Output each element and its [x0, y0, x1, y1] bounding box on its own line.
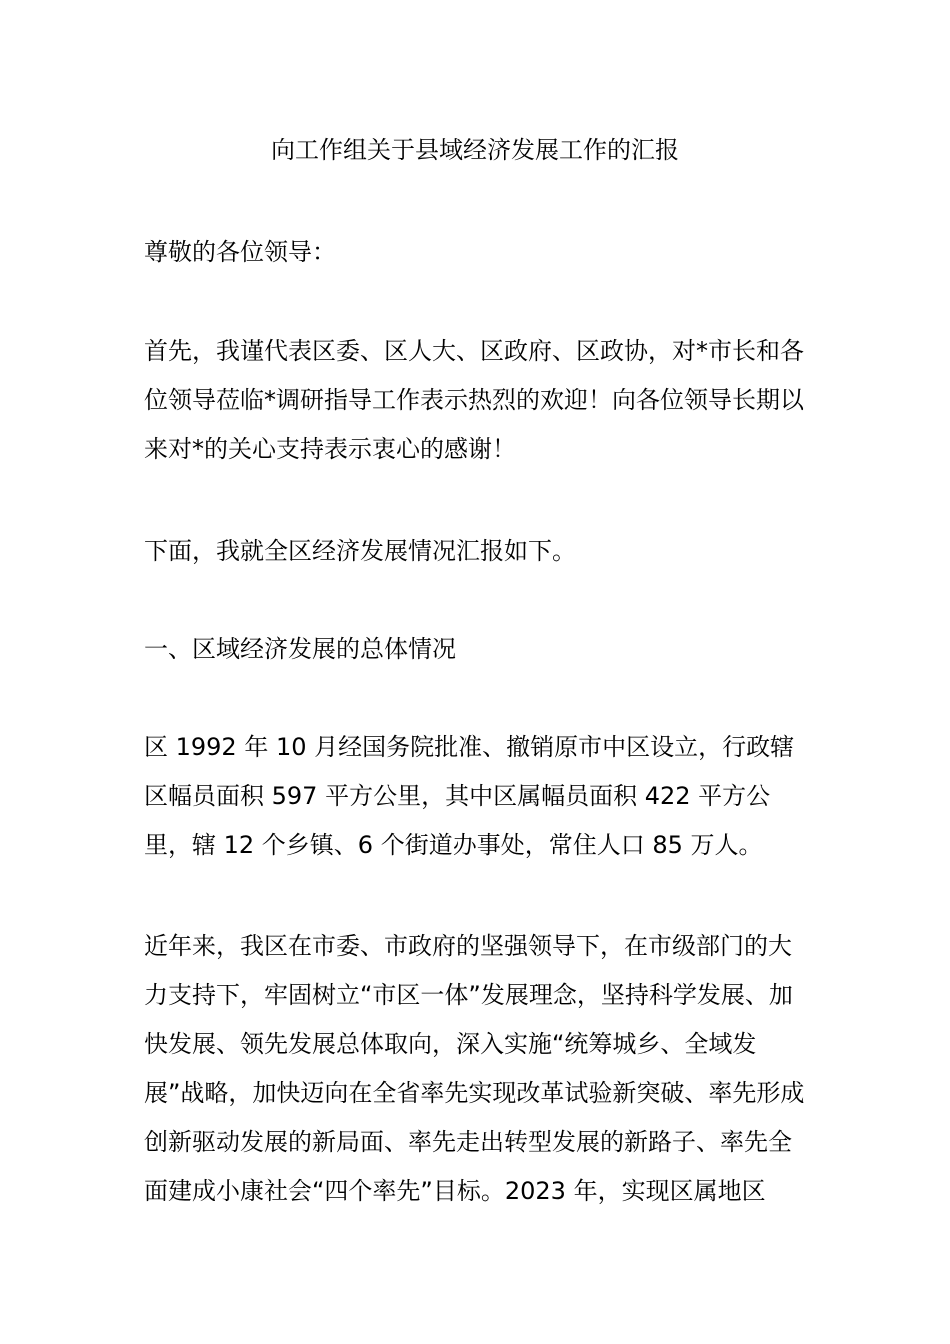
paragraph-overview: 区 1992 年 10 月经国务院批准、撤销原市中区设立，行政辖区幅员面积 597 平方公里，其中区属幅员面积 422 平方公里，辖 12 个乡镇、6 个街道办事处，常住人口 85 万人。 — [144, 733, 795, 859]
paragraph-intro: 下面，我就全区经济发展情况汇报如下。 — [144, 537, 576, 565]
document-title: 向工作组关于县域经济发展工作的汇报 — [271, 136, 679, 164]
paragraph-development: 近年来，我区在市委、市政府的坚强领导下，在市级部门的大力支持下，牢固树立“市区一体”发展理念，坚持科学发展、加快发展、领先发展总体取向，深入实施“统筹城乡、全域发展”战略，加快迈向在全省率先实现改革试验新突破、率先形成创新驱动发展的新局面、率先走出转型发展的新路子、率先全面建成小康社会“四个率先”目标。2023 年，实现区属地区 — [144, 932, 805, 1205]
paragraph-welcome: 首先，我谨代表区委、区人大、区政府、区政协，对*市长和各位领导莅临*调研指导工作表示热烈的欢迎！向各位领导长期以来对*的关心支持表示衷心的感谢！ — [144, 337, 804, 463]
section-heading: 一、区域经济发展的总体情况 — [144, 635, 456, 663]
salutation: 尊敬的各位领导： — [144, 238, 336, 266]
